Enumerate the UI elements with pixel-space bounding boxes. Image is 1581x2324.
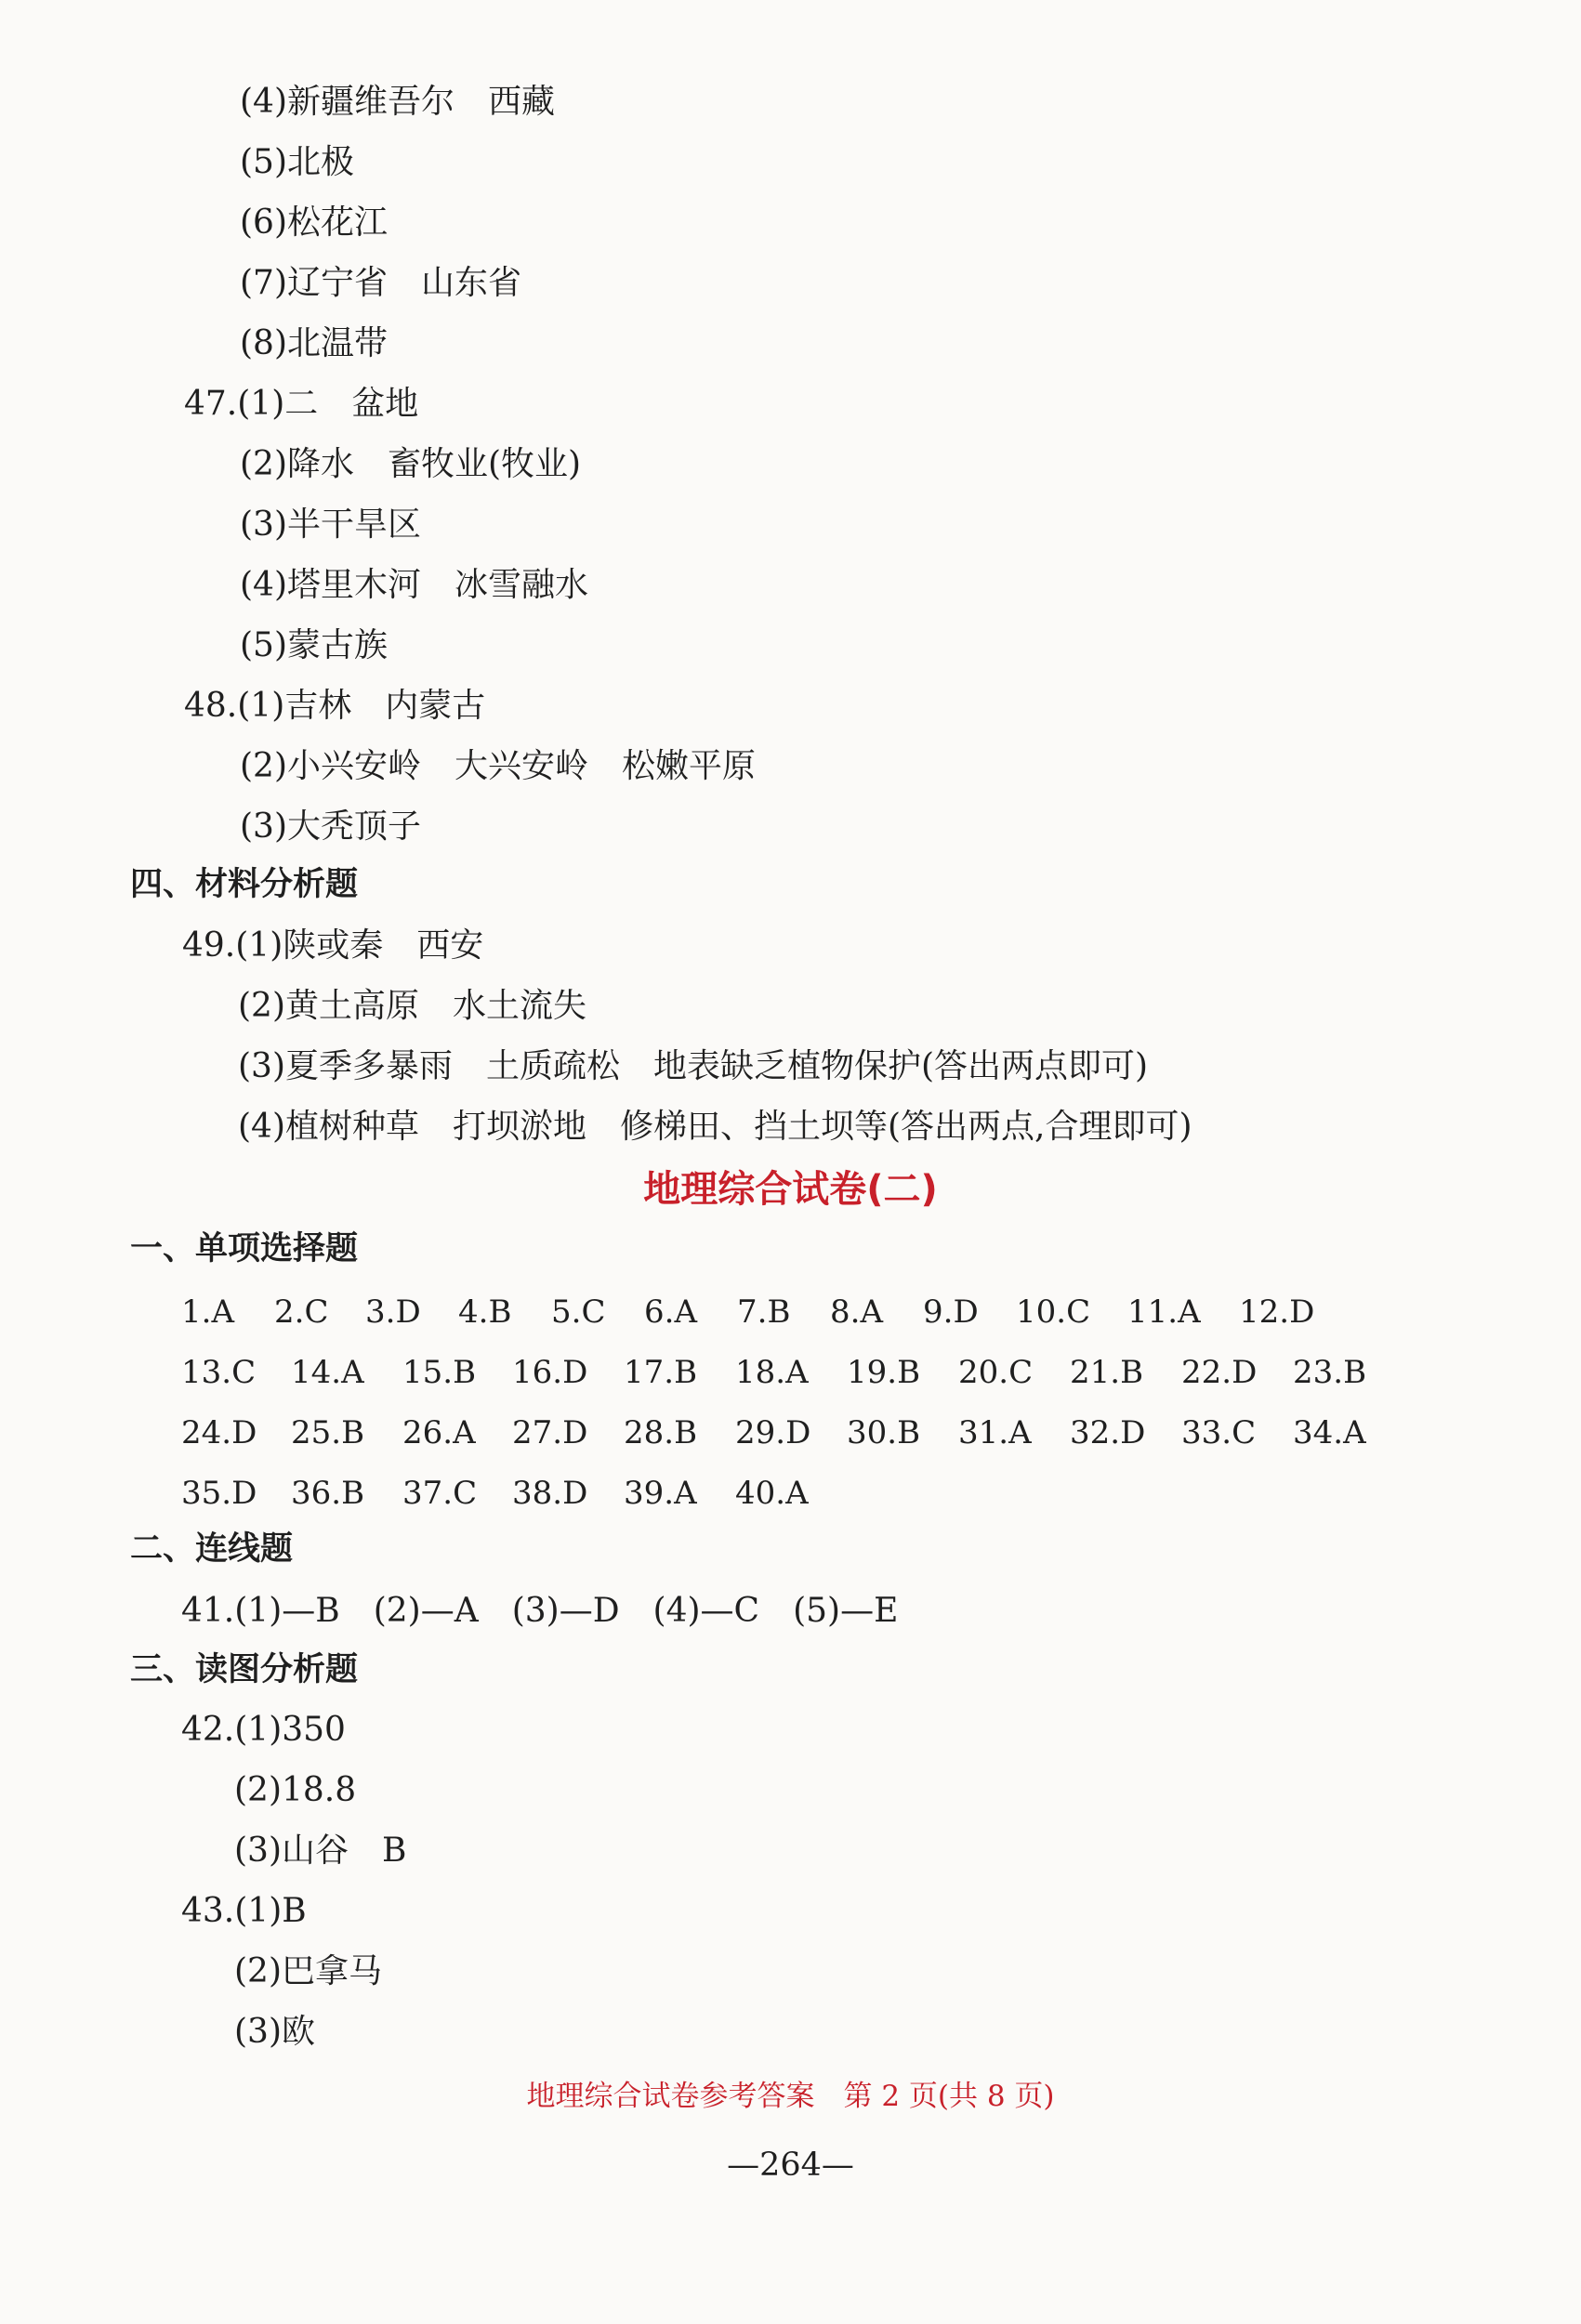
choice-answer: 32.D [1070, 1414, 1146, 1451]
answer-line: (2)18.8 [234, 1771, 357, 1809]
choice-answer: 5.C [551, 1293, 606, 1331]
choice-answer: 40.A [735, 1475, 809, 1512]
choice-answer: 29.D [735, 1414, 811, 1451]
choice-row [181, 1412, 1390, 1453]
answer-line: (2)巴拿马 [234, 1952, 382, 1990]
choice-answer: 19.B [847, 1354, 921, 1391]
choice-answer: 30.B [847, 1414, 921, 1451]
choice-answer: 23.B [1293, 1354, 1367, 1391]
choice-answer: 4.B [458, 1293, 512, 1331]
choice-answer: 38.D [512, 1475, 588, 1512]
choice-answer: 11.A [1127, 1293, 1201, 1331]
answer-line: (4)植树种草 打坝淤地 修梯田、挡土坝等(答出两点,合理即可) [238, 1108, 1192, 1146]
choice-answer: 22.D [1181, 1354, 1258, 1391]
answer-line: (2)黄土高原 水土流失 [238, 987, 586, 1025]
answer-line: (8)北温带 [240, 324, 388, 362]
choice-answer: 7.B [737, 1293, 791, 1331]
choice-answer: 31.A [958, 1414, 1032, 1451]
page-number: —264— [727, 2147, 854, 2184]
choice-answer: 21.B [1070, 1354, 1144, 1391]
choice-answer: 8.A [830, 1293, 883, 1331]
answer-line: 41.(1)—B (2)—A (3)—D (4)—C (5)—E [181, 1592, 899, 1630]
choice-answer: 36.B [291, 1475, 365, 1512]
answer-line: (2)降水 畜牧业(牧业) [240, 445, 582, 483]
answer-line: (3)欧 [234, 2013, 315, 2051]
answer-line: (5)蒙古族 [240, 626, 388, 664]
answer-line: (6)松花江 [240, 204, 388, 242]
choice-answer: 18.A [735, 1354, 809, 1391]
section-heading: 二、连线题 [130, 1530, 294, 1568]
choice-answer: 1.A [181, 1293, 234, 1331]
paper-title: 地理综合试卷(二) [643, 1168, 938, 1211]
answer-line: 43.(1)B [181, 1892, 307, 1930]
choice-answer: 10.C [1016, 1293, 1091, 1331]
choice-answer: 34.A [1293, 1414, 1366, 1451]
choice-answer: 12.D [1239, 1293, 1315, 1331]
answer-line: (3)山谷 B [234, 1832, 407, 1870]
choice-answer: 37.C [402, 1475, 478, 1512]
choice-answer: 28.B [624, 1414, 698, 1451]
choice-answer: 14.A [291, 1354, 364, 1391]
answer-line: (3)半干旱区 [240, 506, 421, 544]
answer-line: 49.(1)陕或秦 西安 [182, 926, 484, 965]
choice-answer: 39.A [624, 1475, 697, 1512]
choice-row [181, 1292, 1390, 1333]
choice-answer: 20.C [958, 1354, 1034, 1391]
choice-answer: 9.D [923, 1293, 979, 1331]
choice-answer: 24.D [181, 1414, 257, 1451]
answer-line: (5)北极 [240, 143, 354, 181]
answer-line: 48.(1)吉林 内蒙古 [184, 687, 486, 725]
choice-answer: 33.C [1181, 1414, 1257, 1451]
page-footer: 地理综合试卷参考答案 第 2 页(共 8 页) [526, 2080, 1055, 2113]
choice-answer: 17.B [624, 1354, 698, 1391]
choice-answer: 26.A [402, 1414, 476, 1451]
choice-answer: 25.B [291, 1414, 365, 1451]
choice-row [181, 1352, 1390, 1393]
answer-line: (7)辽宁省 山东省 [240, 264, 521, 302]
section-heading: 四、材料分析题 [130, 866, 359, 903]
section-heading: 三、读图分析题 [130, 1651, 359, 1688]
choice-answer: 2.C [274, 1293, 329, 1331]
answer-line: (3)夏季多暴雨 土质疏松 地表缺乏植物保护(答出两点即可) [238, 1047, 1149, 1085]
choice-row [181, 1473, 1390, 1514]
answer-line: (4)塔里木河 冰雪融水 [240, 566, 588, 604]
choice-answer: 27.D [512, 1414, 588, 1451]
choice-answer: 16.D [512, 1354, 588, 1391]
choice-answer: 35.D [181, 1475, 257, 1512]
answer-line: 47.(1)二 盆地 [184, 385, 419, 423]
answer-line: 42.(1)350 [181, 1711, 346, 1749]
answer-line: (4)新疆维吾尔 西藏 [240, 83, 555, 121]
answer-line: (2)小兴安岭 大兴安岭 松嫩平原 [240, 747, 756, 785]
answer-line: (3)大秃顶子 [240, 807, 421, 846]
section-heading: 一、单项选择题 [130, 1230, 359, 1267]
choice-answer: 3.D [365, 1293, 421, 1331]
choice-answer: 6.A [644, 1293, 697, 1331]
choice-answer: 13.C [181, 1354, 257, 1391]
choice-answer: 15.B [402, 1354, 477, 1391]
